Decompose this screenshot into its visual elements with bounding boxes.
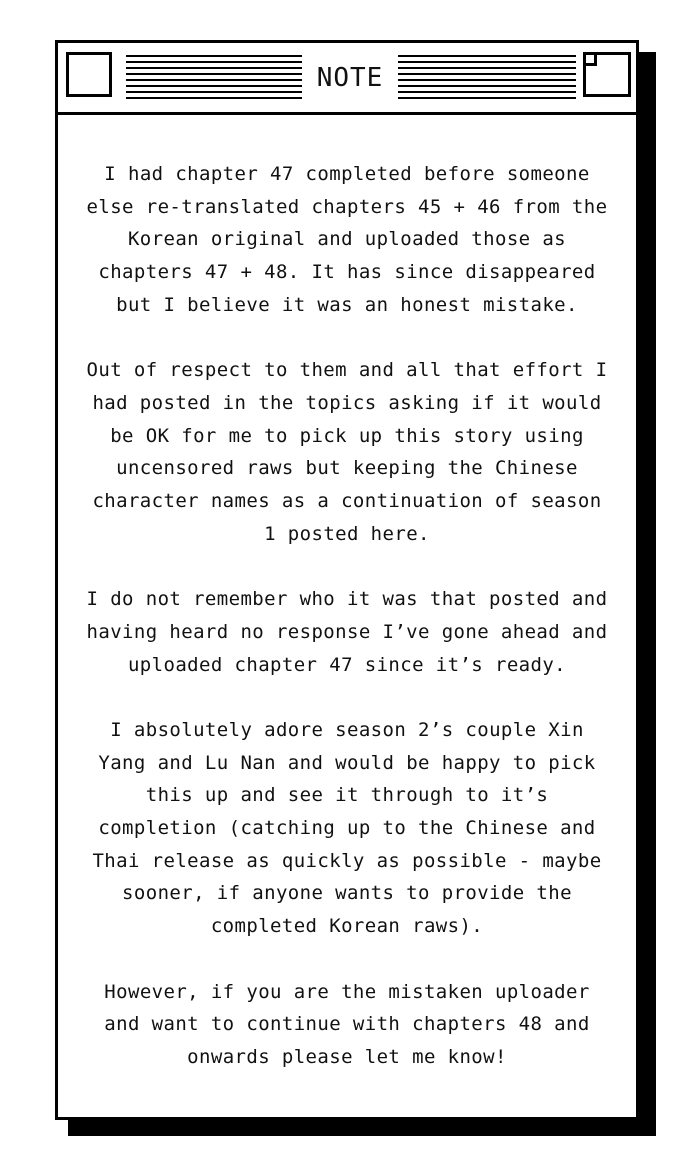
close-box-icon[interactable] (66, 52, 112, 97)
zoom-box-icon[interactable] (583, 52, 631, 97)
note-paragraph-1: I had chapter 47 completed before someone else re-translated chapters 45 + 46 from the Korean original and uploaded those as chapters 47 + 48. It has since disappeared but I believe it was an honest mistake. (86, 163, 608, 316)
title-bar-stripes-left (126, 55, 302, 101)
note-body (68, 158, 626, 1074)
note-paragraph-2: Out of respect to them and all that effort I had posted in the topics asking if it would be OK for me to pick up this story using uncensored raws but keeping the Chinese character names as a continuation of season 1 posted here. (86, 359, 608, 545)
note-paragraph-4: I absolutely adore season 2’s couple Xin Yang and Lu Nan and would be happy to pick this up and see it through to it’s completion (catching up to the Chinese and Thai release as quickly as possible - maybe sooner, if anyone wants to provide the completed Korean raws). (92, 718, 602, 938)
note-paragraph-3: I do not remember who it was that posted and having heard no response I’ve gone ahead and uploaded chapter 47 since it’s ready. (86, 588, 608, 676)
note-title: NOTE (316, 63, 384, 93)
note-title-bar (58, 43, 636, 115)
zoom-box-corner-icon (586, 55, 597, 66)
note-window (55, 40, 639, 1120)
title-bar-stripes-right (398, 55, 576, 101)
note-paragraph-5: However, if you are the mistaken uploader and want to continue with chapters 48 and onwards please let me know! (104, 980, 590, 1068)
